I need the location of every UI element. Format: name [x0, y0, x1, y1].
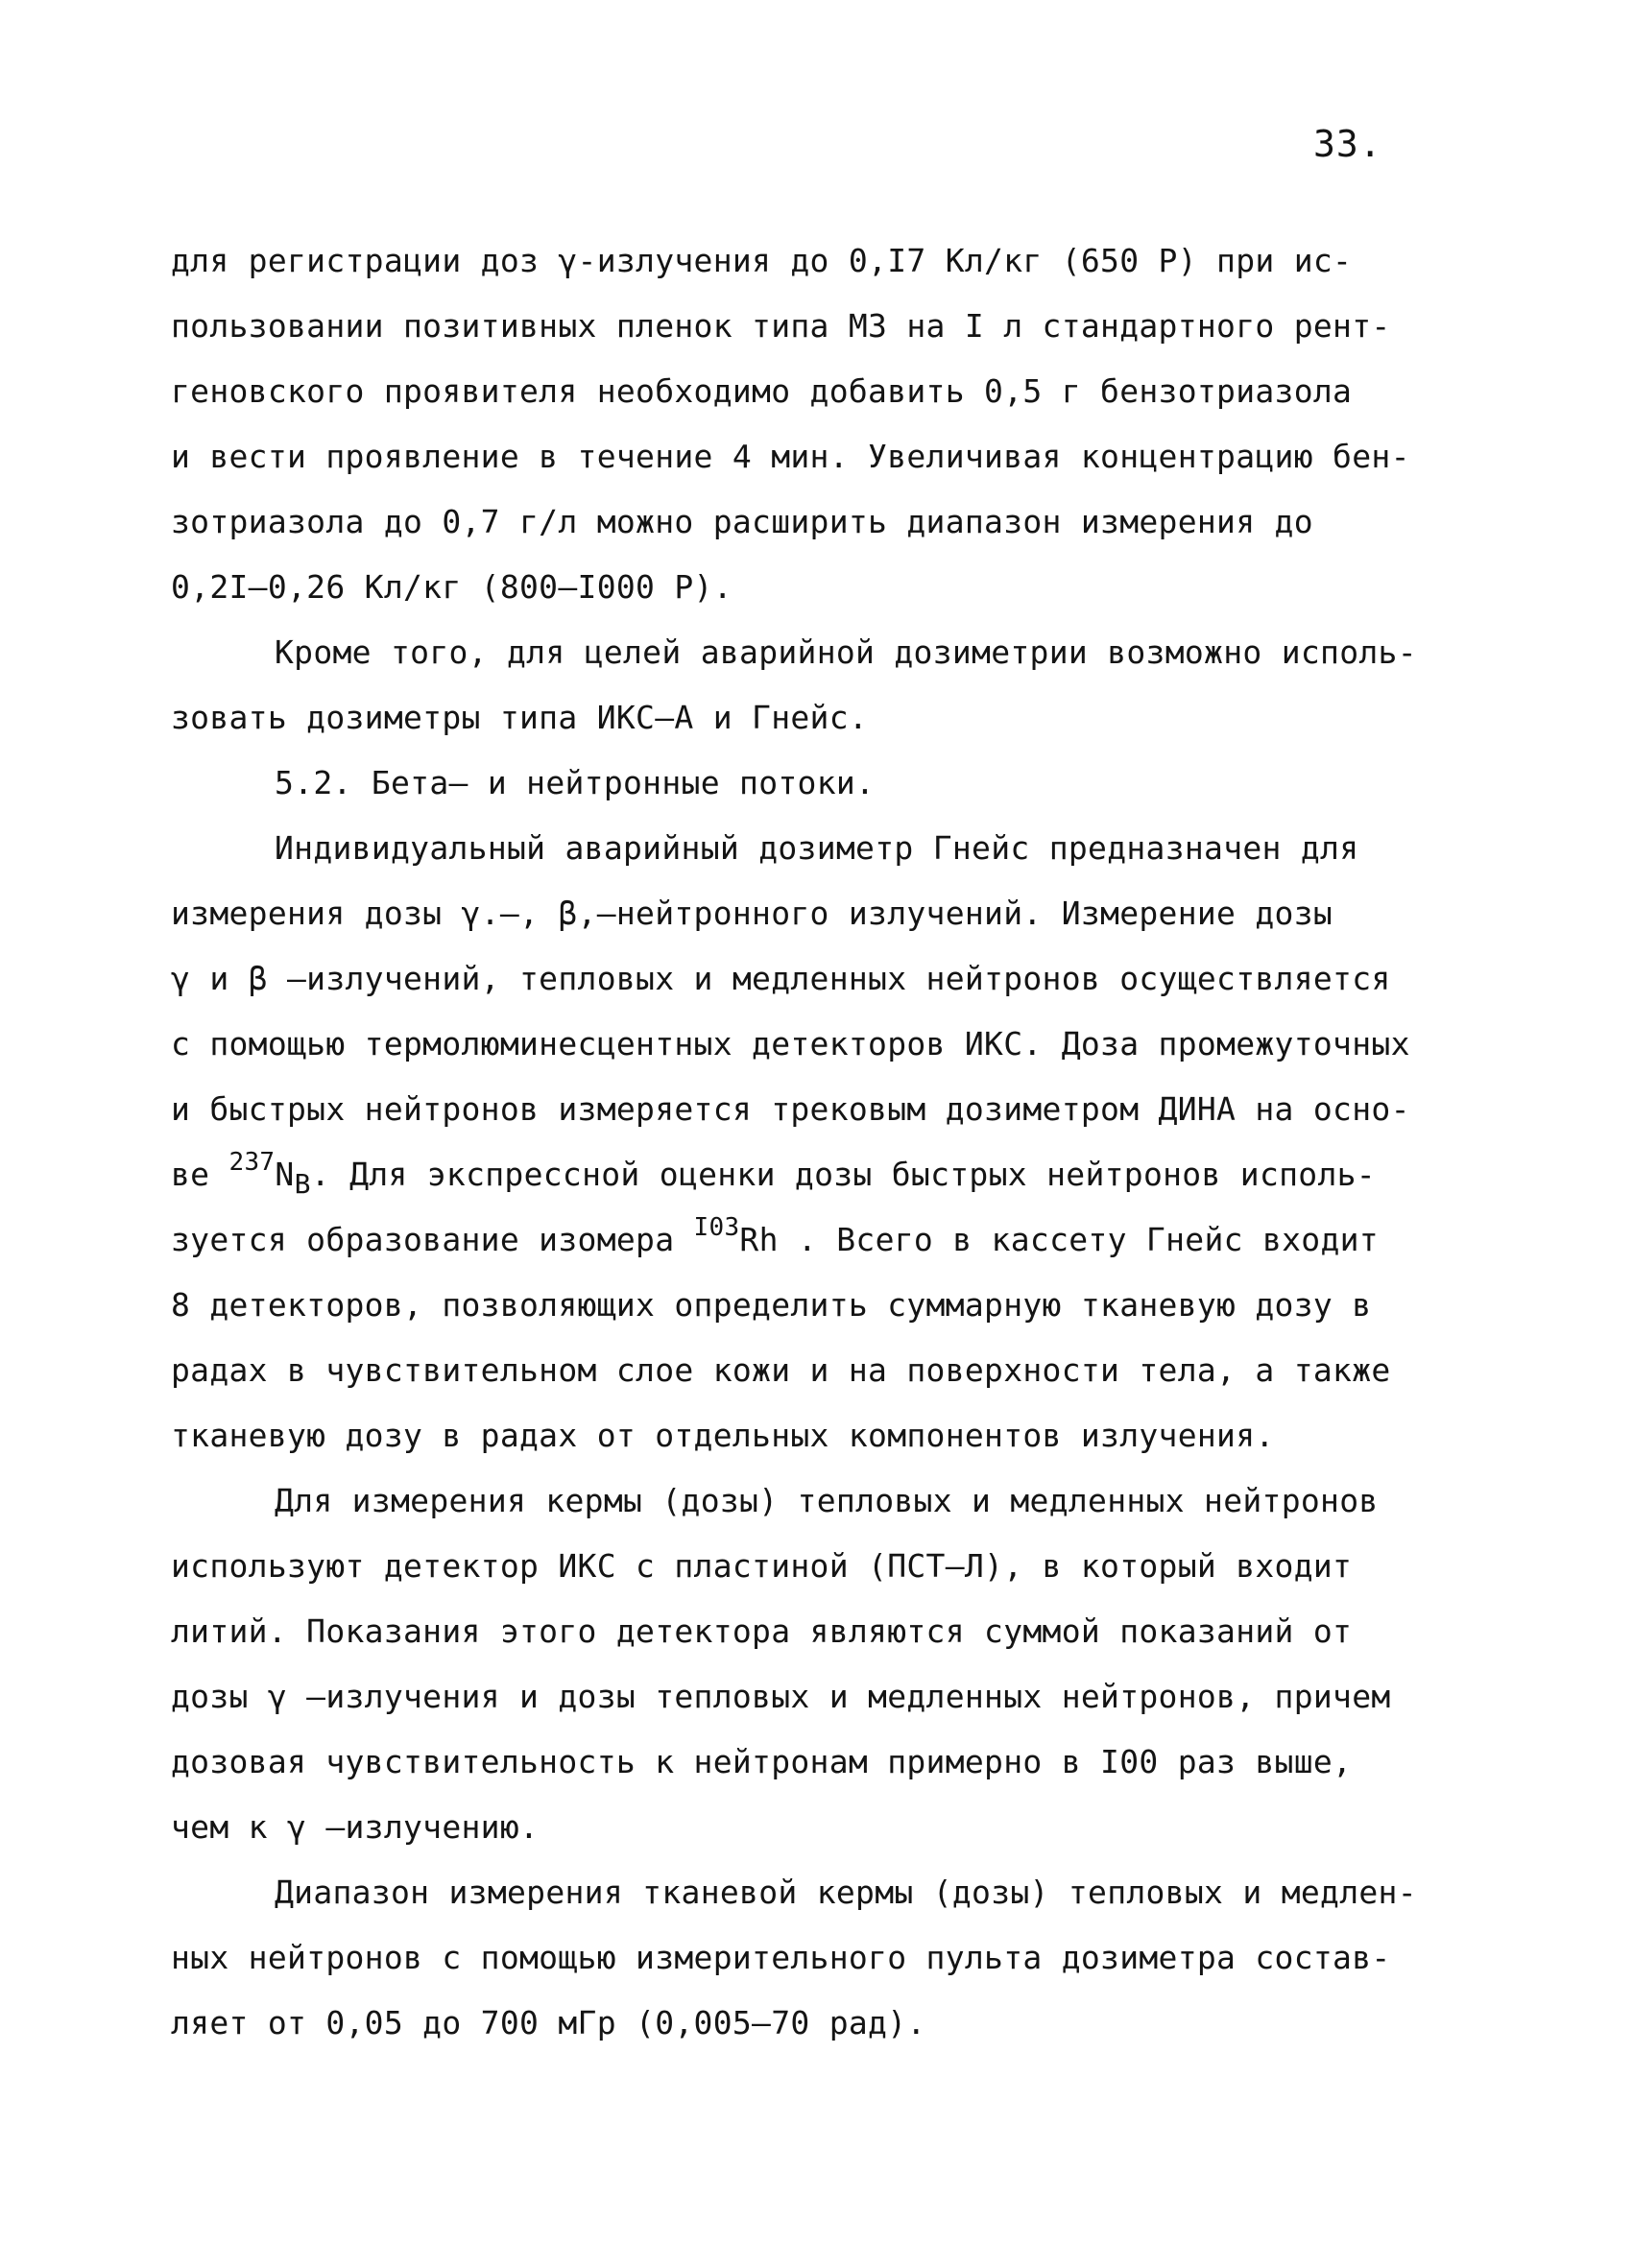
text-line: дозы γ –излучения и дозы тепловых и медленных нейтронов, причем	[171, 1678, 1391, 1715]
text-line: 0,2I–0,26 Кл/кг (800–I000 Р).	[171, 568, 732, 606]
isotope-mass-number: I03	[693, 1213, 740, 1242]
text-line: 8 детекторов, позволяющих определить суммарную тканевую дозу в	[171, 1286, 1372, 1324]
text-line: ляет от 0,05 до 700 мГр (0,005–70 рад).	[171, 2004, 926, 2041]
text-line-with-isotope	[171, 1207, 1477, 1273]
text-line: пользовании позитивных пленок типа МЗ на I л стандартного рент-	[171, 307, 1391, 345]
body-text	[171, 228, 1477, 2056]
text-segment: . Для экспрессной оценки дозы быстрых нейтронов исполь-	[310, 1156, 1376, 1193]
isotope-symbol: Rh	[739, 1221, 779, 1258]
text-line: используют детектор ИКС с пластиной (ПСТ–Л), в который входит	[171, 1547, 1353, 1585]
text-line: и вести проявление в течение 4 мин. Увеличивая концентрацию бен-	[171, 438, 1410, 475]
text-line: чем к γ –излучению.	[171, 1808, 540, 1846]
text-line: ных нейтронов с помощью измерительного пульта дозиметра состав-	[171, 1939, 1391, 1976]
text-segment: зуется образование изомера	[171, 1221, 694, 1258]
text-line: и быстрых нейтронов измеряется трековым дозиметром ДИНА на осно-	[171, 1090, 1410, 1128]
text-segment: ве	[171, 1156, 229, 1193]
text-line: Кроме того, для целей аварийной дозиметрии возможно исполь-	[275, 633, 1417, 671]
text-line: измерения дозы γ.–, β,–нейтронного излучений. Измерение дозы	[171, 895, 1333, 932]
isotope-symbol: N	[275, 1156, 295, 1193]
page-number: 33.	[1313, 123, 1382, 165]
text-line: тканевую дозу в радах от отдельных компонентов излучения.	[171, 1417, 1275, 1454]
text-line: зотриазола до 0,7 г/л можно расширить диапазон измерения до	[171, 503, 1313, 540]
text-line: геновского проявителя необходимо добавить 0,5 г бензотриазола	[171, 372, 1353, 410]
text-line: зовать дозиметры типа ИКС–А и Гнейс.	[171, 699, 869, 736]
text-line: Диапазон измерения тканевой кермы (дозы) тепловых и медлен-	[275, 1874, 1417, 1911]
text-line: радах в чувствительном слое кожи и на поверхности тела, а также	[171, 1351, 1391, 1389]
text-line: литий. Показания этого детектора являются суммой показаний от	[171, 1612, 1353, 1650]
text-line: дозовая чувствительность к нейтронам примерно в I00 раз выше,	[171, 1743, 1353, 1780]
text-line: с помощью термолюминесцентных детекторов ИКС. Доза промежуточных	[171, 1025, 1410, 1062]
section-heading: 5.2. Бета– и нейтронные потоки.	[275, 764, 876, 801]
isotope-subscript: B	[294, 1168, 311, 1200]
text-line-with-isotope	[171, 1142, 1477, 1207]
text-line: Индивидуальный аварийный дозиметр Гнейс предназначен для	[275, 829, 1359, 867]
isotope-mass-number: 237	[228, 1148, 276, 1177]
text-line: γ и β –излучений, тепловых и медленных нейтронов осуществляется	[171, 960, 1391, 997]
text-line: Для измерения кермы (дозы) тепловых и медленных нейтронов	[275, 1482, 1379, 1519]
text-line: для регистрации доз γ-излучения до 0,I7 Кл/кг (650 Р) при ис-	[171, 242, 1353, 279]
text-segment: . Всего в кассету Гнейс входит	[778, 1221, 1379, 1258]
